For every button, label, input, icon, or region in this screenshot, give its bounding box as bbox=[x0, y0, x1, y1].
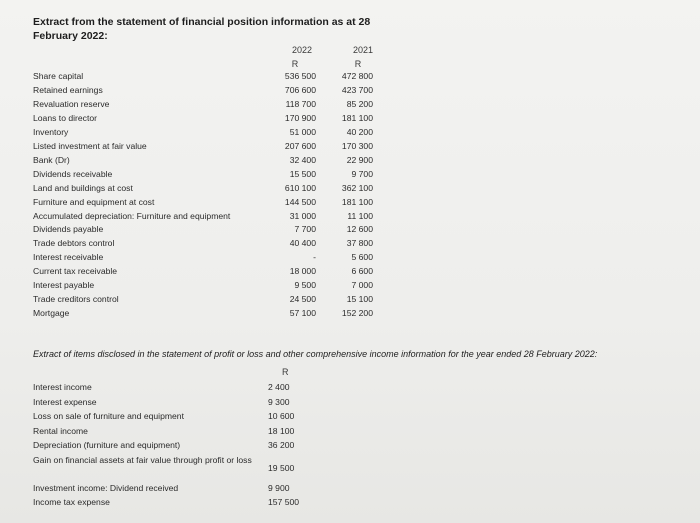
value-2022: 32 400 bbox=[289, 154, 316, 165]
value-2021: 22 900 bbox=[346, 154, 373, 165]
item-label: Rental income bbox=[33, 426, 88, 436]
value-2021: 9 700 bbox=[351, 168, 373, 179]
table-row bbox=[0, 83, 700, 97]
row-label: Inventory bbox=[33, 126, 69, 137]
pl-title: Extract of items disclosed in the statement of profit or loss and other comprehensive income information for the year ended 28 February 2022: bbox=[33, 349, 598, 359]
item-label: Interest income bbox=[33, 382, 92, 392]
year-2021-header: 2021 bbox=[352, 45, 373, 55]
item-label: Gain on financial assets at fair value through profit or loss bbox=[33, 455, 252, 465]
item-value: 157 500 bbox=[268, 497, 300, 507]
item-value: 9 900 bbox=[268, 483, 290, 493]
item-value: 9 300 bbox=[268, 397, 290, 407]
value-2021: 15 100 bbox=[346, 294, 373, 305]
row-label: Retained earnings bbox=[33, 84, 103, 95]
currency-2022-header: R bbox=[291, 59, 299, 69]
table-row bbox=[0, 181, 700, 195]
pl-currency-header: R bbox=[282, 367, 289, 377]
value-2021: 170 300 bbox=[341, 140, 373, 151]
table-row bbox=[0, 250, 700, 264]
value-2021: 181 100 bbox=[341, 112, 373, 123]
row-label: Dividends payable bbox=[33, 224, 104, 235]
item-value: 2 400 bbox=[268, 382, 290, 392]
row-label: Mortgage bbox=[33, 308, 70, 319]
value-2022: 51 000 bbox=[289, 126, 316, 137]
value-2022: 24 500 bbox=[289, 294, 316, 305]
row-label: Listed investment at fair value bbox=[33, 140, 147, 151]
value-2022: 7 700 bbox=[294, 224, 316, 235]
row-label: Interest payable bbox=[33, 280, 95, 291]
table-row bbox=[0, 139, 700, 153]
value-2021: 85 200 bbox=[346, 98, 373, 109]
value-2021: 152 200 bbox=[341, 308, 373, 319]
value-2021: 40 200 bbox=[346, 126, 373, 137]
item-label: Depreciation (furniture and equipment) bbox=[33, 440, 181, 450]
row-label: Accumulated depreciation: Furniture and equipment bbox=[33, 210, 231, 221]
value-2021: 12 600 bbox=[346, 224, 373, 235]
value-2021: 181 100 bbox=[341, 196, 373, 207]
row-label: Share capital bbox=[33, 71, 84, 81]
row-label: Trade debtors control bbox=[33, 238, 115, 249]
value-2022: 18 000 bbox=[289, 266, 316, 277]
currency-2021-header: R bbox=[354, 59, 362, 69]
value-2021: 5 600 bbox=[351, 252, 373, 263]
table-row bbox=[0, 236, 700, 250]
value-2022: 170 900 bbox=[284, 112, 316, 123]
value-2022: - bbox=[313, 252, 316, 263]
table-row bbox=[0, 97, 700, 111]
value-2021: 6 600 bbox=[351, 266, 373, 277]
table-row bbox=[0, 264, 700, 278]
table-row bbox=[0, 292, 700, 306]
item-label: Income tax expense bbox=[33, 497, 110, 507]
item-value: 19 500 bbox=[268, 463, 295, 473]
value-2022: 40 400 bbox=[289, 238, 316, 249]
row-label: Interest receivable bbox=[33, 252, 104, 263]
value-2021: 472 800 bbox=[341, 71, 373, 81]
sofp-title: Extract from the statement of financial position information as at 28 February 2022: bbox=[33, 16, 371, 42]
table-row bbox=[0, 222, 700, 236]
item-label: Investment income: Dividend received bbox=[33, 483, 179, 493]
item-label: Interest expense bbox=[33, 397, 97, 407]
row-label: Land and buildings at cost bbox=[33, 182, 133, 193]
row-label: Revaluation reserve bbox=[33, 98, 110, 109]
year-2022-header: 2022 bbox=[291, 45, 312, 55]
value-2021: 11 100 bbox=[347, 210, 373, 221]
value-2022: 610 100 bbox=[284, 182, 316, 193]
row-label: Bank (Dr) bbox=[33, 154, 70, 165]
value-2022: 118 700 bbox=[285, 98, 316, 109]
value-2022: 536 500 bbox=[284, 71, 316, 81]
row-label: Loans to director bbox=[33, 112, 98, 123]
value-2021: 37 800 bbox=[346, 238, 373, 249]
value-2022: 15 500 bbox=[289, 168, 316, 179]
row-label: Current tax receivable bbox=[33, 266, 118, 277]
value-2022: 706 600 bbox=[284, 84, 316, 95]
item-value: 36 200 bbox=[268, 440, 295, 450]
value-2022: 144 500 bbox=[284, 196, 316, 207]
row-label: Furniture and equipment at cost bbox=[33, 196, 155, 207]
value-2021: 7 000 bbox=[351, 280, 373, 291]
row-label: Trade creditors control bbox=[33, 294, 119, 305]
item-label: Loss on sale of furniture and equipment bbox=[33, 411, 184, 421]
table-row bbox=[0, 111, 700, 125]
value-2022: 31 000 bbox=[289, 210, 316, 221]
value-2021: 423 700 bbox=[341, 84, 373, 95]
table-row bbox=[0, 125, 700, 139]
table-row bbox=[0, 167, 700, 181]
item-value: 18 100 bbox=[268, 426, 295, 436]
table-row bbox=[0, 69, 700, 83]
table-row bbox=[0, 153, 700, 167]
item-value: 10 600 bbox=[268, 411, 295, 421]
row-label: Dividends receivable bbox=[33, 168, 113, 179]
value-2021: 362 100 bbox=[341, 182, 373, 193]
value-2022: 207 600 bbox=[284, 140, 316, 151]
value-2022: 57 100 bbox=[289, 308, 316, 319]
value-2022: 9 500 bbox=[294, 280, 316, 291]
table-row bbox=[0, 209, 700, 223]
table-row bbox=[0, 195, 700, 209]
table-row bbox=[0, 278, 700, 292]
table-row bbox=[0, 306, 700, 320]
